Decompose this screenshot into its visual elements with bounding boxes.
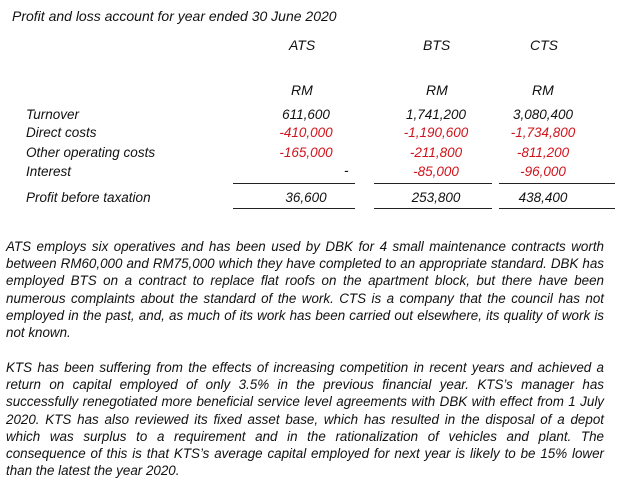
- total-ats: 36,600: [285, 190, 327, 205]
- row-label-other-operating-costs: Other operating costs: [26, 145, 156, 160]
- currency-ats: RM: [291, 82, 313, 98]
- column-header-bts: BTS: [423, 37, 451, 53]
- total-rule-bts: [374, 208, 492, 209]
- currency-cts: RM: [532, 82, 554, 98]
- paragraph-contractors: ATS employs six operatives and has been used by DBK for 4 small maintenance contracts worth between RM60,000 and RM75,000 which they have completed to an appropriate standard. DBK has employed BTS on a contract to replace flat roofs on the apartment block, but there have been numerous complaints about the standard of the work. CTS is a company that the council has not employed in the past, and, as much of its work has been carried out elsewhere, its quality of work is not known.: [6, 239, 604, 341]
- value-ats-other-operating-costs: -165,000: [279, 145, 333, 160]
- statement-title: Profit and loss account for year ended 30 June 2020: [12, 8, 337, 24]
- row-label-profit-before-taxation: Profit before taxation: [26, 190, 151, 205]
- paragraph-kts: KTS has been suffering from the effects of increasing competition in recent years and achieved a return on capital employed of only 3.5% in the previous financial year. KTS’s manager has successfully renegotiated more beneficial service level agreements with DBK with effect from 1 July 2020. KTS has also reviewed its fixed asset base, which has resulted in the disposal of a depot which was surplus to a requirement and in the rationalization of vehicles and plant. The consequence of this is that KTS’s average capital employed for next year is likely to be 15% lower than the latest the year 2020.: [6, 360, 604, 479]
- currency-bts: RM: [426, 82, 448, 98]
- total-rule-ats: [233, 208, 355, 209]
- value-bts-turnover: 1,741,200: [405, 107, 467, 122]
- value-cts-direct-costs: -1,734,800: [510, 125, 576, 140]
- value-cts-interest: -96,000: [520, 164, 566, 179]
- total-rule-cts: [499, 208, 615, 209]
- value-bts-other-operating-costs: -211,800: [409, 145, 463, 160]
- value-ats-turnover: 611,600: [282, 107, 330, 122]
- value-bts-direct-costs: -1,190,600: [403, 125, 469, 140]
- total-bts: 253,800: [411, 190, 461, 205]
- row-label-direct-costs: Direct costs: [26, 125, 97, 140]
- row-label-interest: Interest: [26, 164, 72, 179]
- column-header-ats: ATS: [289, 37, 316, 53]
- value-ats-interest: -: [344, 163, 349, 178]
- subtotal-rule-cts: [499, 183, 615, 184]
- subtotal-rule-bts: [374, 183, 492, 184]
- value-cts-other-operating-costs: -811,200: [516, 145, 570, 160]
- value-ats-direct-costs: -410,000: [279, 125, 333, 140]
- total-cts: 438,400: [518, 190, 568, 205]
- value-cts-turnover: 3,080,400: [512, 107, 574, 122]
- column-header-cts: CTS: [530, 37, 558, 53]
- value-bts-interest: -85,000: [413, 164, 459, 179]
- subtotal-rule-ats: [233, 183, 355, 184]
- row-label-turnover: Turnover: [26, 107, 80, 122]
